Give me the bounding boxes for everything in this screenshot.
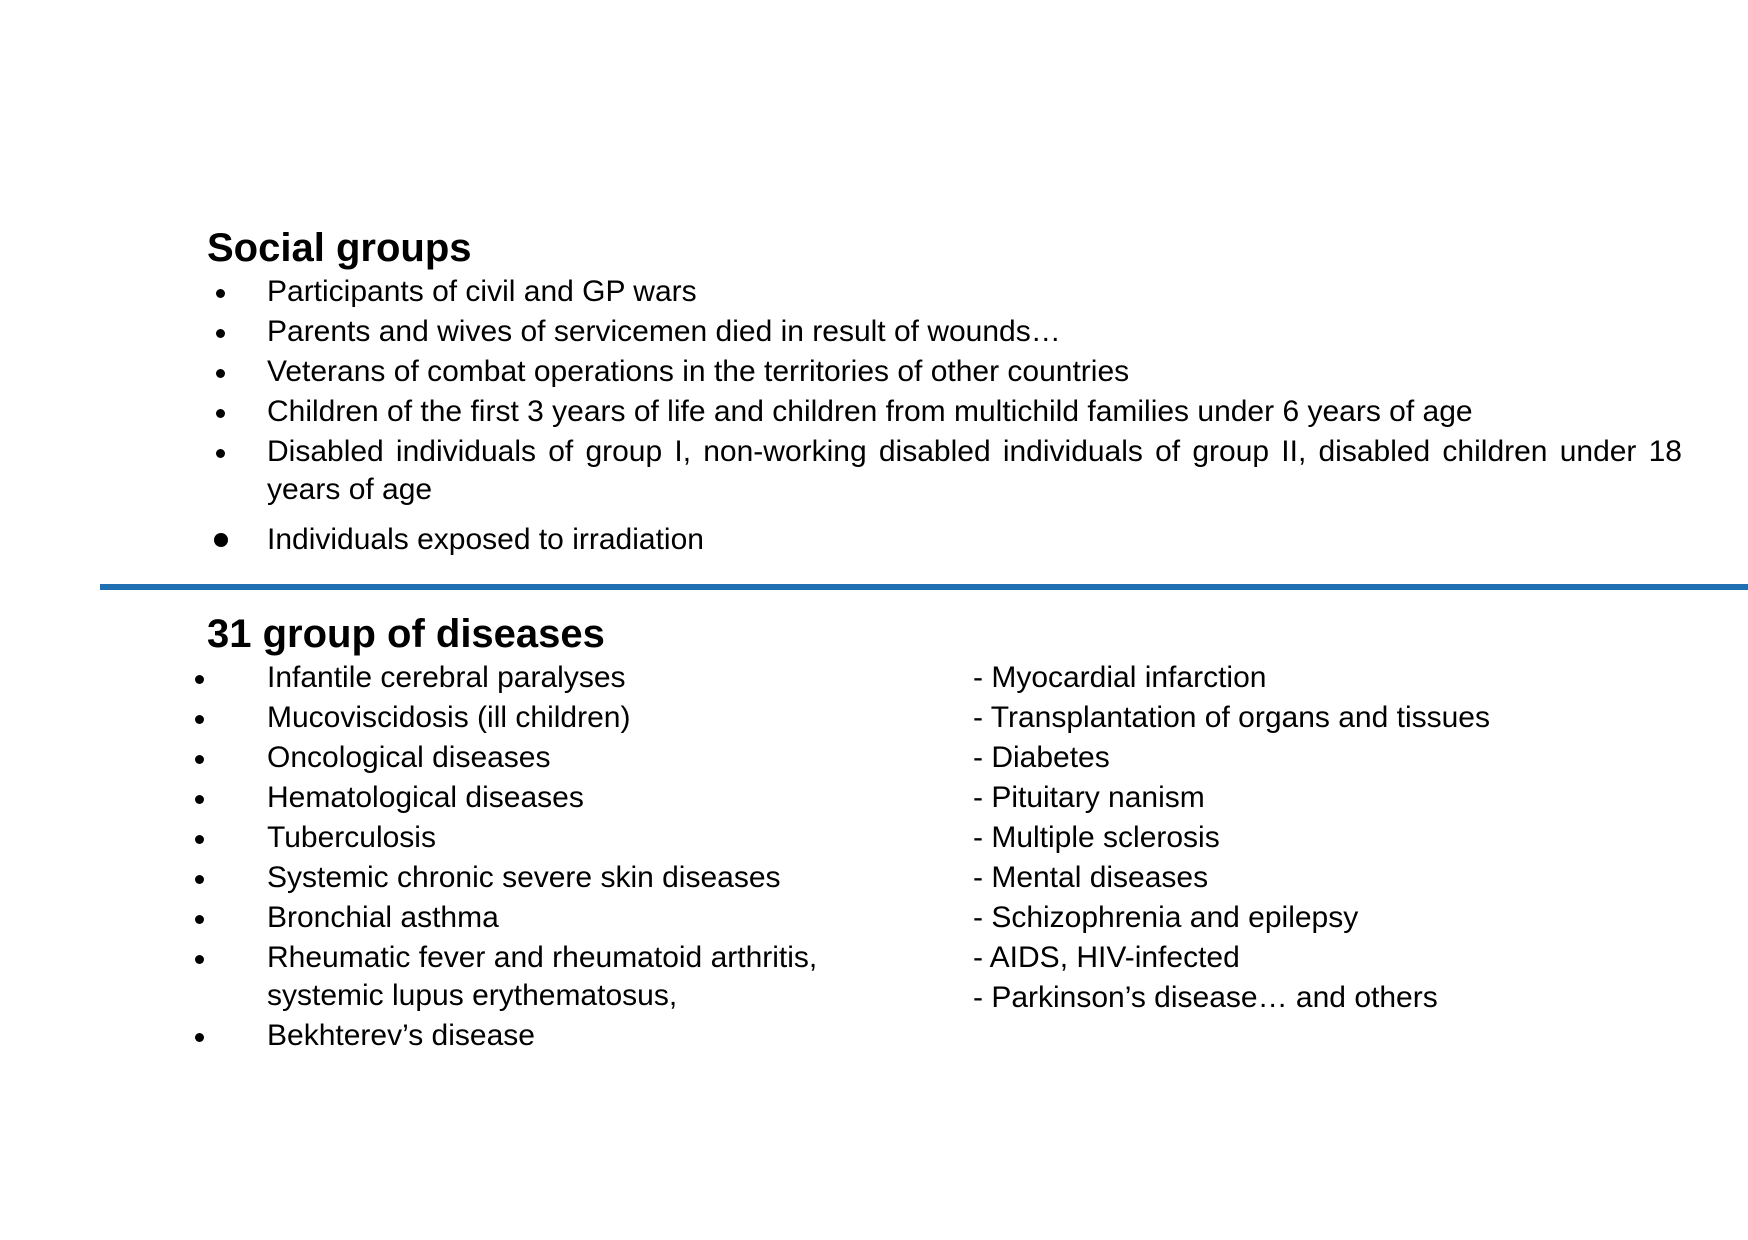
- list-item: [192, 939, 892, 1015]
- list-item-text: Veterans of combat operations in the territories of other countries: [267, 355, 1130, 388]
- bullet-icon: [195, 915, 204, 924]
- list-item: - Diabetes: [973, 741, 1110, 774]
- bullet-icon: [216, 329, 225, 338]
- list-item: [192, 899, 892, 937]
- list-item: [192, 1017, 892, 1055]
- list-item: - Schizophrenia and epilepsy: [973, 901, 1359, 934]
- bullet-icon: [195, 835, 204, 844]
- list-item: [207, 521, 1682, 559]
- list-item: [207, 393, 1682, 431]
- list-item: - Parkinson’s disease… and others: [973, 981, 1438, 1014]
- list-item: [192, 659, 892, 697]
- bullet-icon: [195, 715, 204, 724]
- bullet-icon: [195, 1033, 204, 1042]
- bullet-icon: [216, 369, 225, 378]
- list-item-text: Disabled individuals of group I, non-working disabled individuals of group II, disabled children under 18 years of age: [267, 435, 1682, 506]
- list-item-text: Bekhterev’s disease: [267, 1019, 535, 1052]
- list-item: [192, 739, 892, 777]
- list-item-text: Individuals exposed to irradiation: [267, 523, 704, 556]
- list-item: - Transplantation of organs and tissues: [973, 701, 1490, 734]
- list-item: - Myocardial infarction: [973, 661, 1267, 694]
- diseases-heading: 31 group of diseases: [207, 612, 605, 656]
- list-item: [192, 779, 892, 817]
- list-item-text: Infantile cerebral paralyses: [267, 661, 626, 694]
- list-item: [207, 273, 1682, 311]
- list-item-text: Rheumatic fever and rheumatoid arthritis, systemic lupus erythematosus,: [267, 941, 818, 1012]
- list-item-text: Mucoviscidosis (ill children): [267, 701, 631, 734]
- bullet-icon: [195, 755, 204, 764]
- bullet-icon: [216, 289, 225, 298]
- list-item: - Multiple sclerosis: [973, 821, 1220, 854]
- bullet-icon: [216, 449, 225, 458]
- social-groups-list: [207, 273, 1682, 561]
- bullet-icon: [195, 955, 204, 964]
- list-item-text: Parents and wives of servicemen died in result of wounds…: [267, 315, 1061, 348]
- list-item: [207, 353, 1682, 391]
- social-groups-heading: Social groups: [207, 226, 472, 270]
- list-item: [192, 859, 892, 897]
- bullet-icon: [195, 675, 204, 684]
- list-item: [192, 699, 892, 737]
- diseases-right-list: [973, 659, 1673, 1019]
- list-item-text: Bronchial asthma: [267, 901, 499, 934]
- list-item: - AIDS, HIV-infected: [973, 941, 1240, 974]
- section-divider: [100, 584, 1748, 590]
- list-item-text: Children of the first 3 years of life and children from multichild families under 6 years of age: [267, 395, 1473, 428]
- list-item: - Pituitary nanism: [973, 781, 1205, 814]
- list-item-text: Tuberculosis: [267, 821, 436, 854]
- list-item: [207, 313, 1682, 351]
- list-item-text: Hematological diseases: [267, 781, 584, 814]
- bullet-icon: [216, 409, 225, 418]
- list-item-text: Systemic chronic severe skin diseases: [267, 861, 781, 894]
- list-item-text: Oncological diseases: [267, 741, 551, 774]
- bullet-icon: [214, 533, 228, 547]
- bullet-icon: [195, 875, 204, 884]
- bullet-icon: [195, 795, 204, 804]
- diseases-left-list: [192, 659, 892, 1057]
- list-item: [207, 433, 1682, 509]
- list-item-text: Participants of civil and GP wars: [267, 275, 697, 308]
- list-item: [192, 819, 892, 857]
- list-item: - Mental diseases: [973, 861, 1209, 894]
